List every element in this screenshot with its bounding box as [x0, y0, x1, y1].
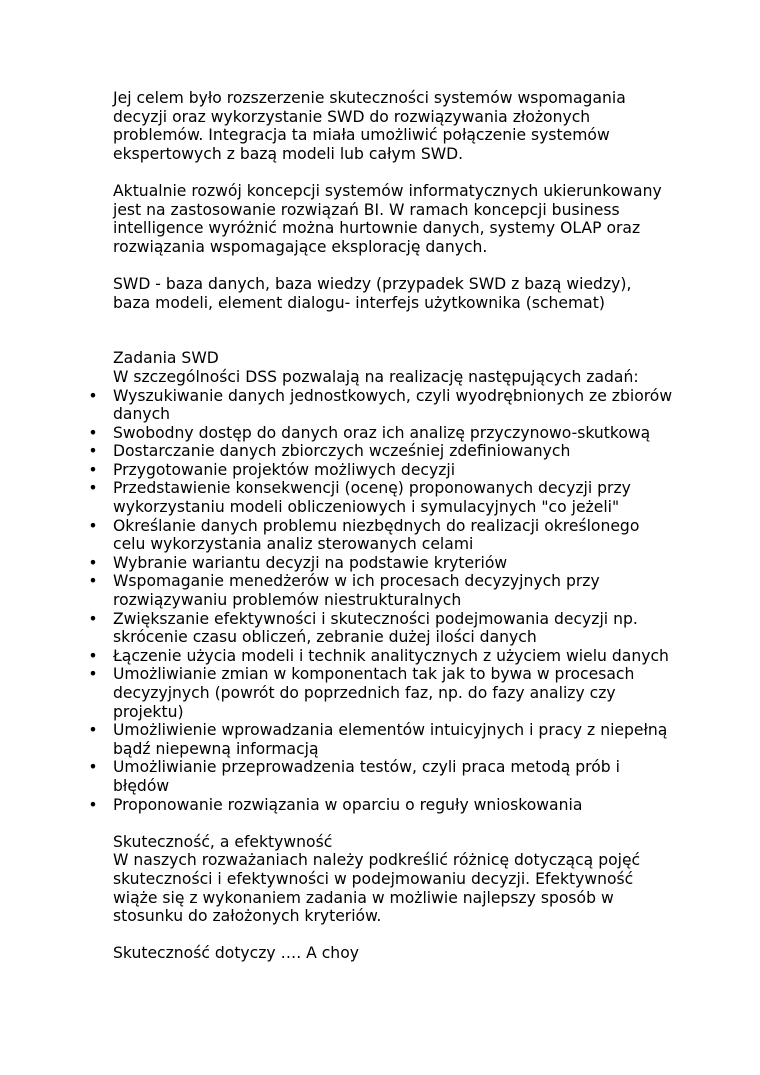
list-item-text: Dostarczanie danych zbiorczych wcześniej zdefiniowanych: [113, 442, 571, 461]
list-item: [88, 479, 673, 517]
list-item: [88, 553, 673, 573]
list-item: [88, 665, 673, 721]
intro-paragraph-2: Aktualnie rozwój koncepcji systemów informatycznych ukierunkowany jest na zastosowanie rozwiązań BI. W ramach koncepcji business intelligence wyróżnić można hurtownie danych, systemy OLAP oraz rozwiązania wspomagające eksplorację danych.: [113, 181, 662, 256]
list-item-text: Proponowanie rozwiązania w oparciu o reguły wnioskowania: [113, 795, 583, 814]
bullet-icon: •: [88, 423, 98, 442]
bullet-icon: •: [88, 795, 98, 814]
effectiveness-heading: Skuteczność, a efektywność: [113, 832, 333, 851]
intro-paragraph-1: Jej celem było rozszerzenie skuteczności systemów wspomagania decyzji oraz wykorzystanie SWD do rozwiązywania złożonych problemów. Integracja ta miała umożliwić połączenie systemów ekspertowych z bazą modeli lub całym SWD.: [113, 89, 626, 163]
list-item-text: Swobodny dostęp do danych oraz ich analizę przyczynowo-skutkową: [113, 423, 651, 442]
list-item-text: Wybranie wariantu decyzji na podstawie kryteriów: [113, 553, 508, 572]
bullet-icon: •: [88, 442, 98, 461]
paragraph-spacer: [113, 814, 673, 833]
bullet-icon: •: [88, 758, 98, 777]
paragraph-spacer: [113, 256, 673, 275]
bullet-icon: •: [88, 609, 98, 628]
list-item: [88, 423, 673, 443]
effectiveness-paragraph: W naszych rozważaniach należy podkreślić różnicę dotyczącą pojęć skuteczności i efektywności w podejmowaniu decyzji. Efektywność wiąże się z wykonaniem zadania w możliwie najlepszy sposób w stosunku do założonych kryteriów.: [113, 851, 641, 926]
bullet-icon: •: [88, 572, 98, 591]
list-item: [88, 609, 673, 647]
list-item-text: Umożliwianie przeprowadzenia testów, czyli praca metodą prób i błędów: [113, 758, 620, 795]
bullet-icon: •: [88, 386, 98, 405]
bullet-icon: •: [88, 646, 98, 665]
closing-paragraph: Skuteczność dotyczy …. A choy: [113, 944, 359, 963]
bullet-icon: •: [88, 721, 98, 740]
list-item-text: Wyszukiwanie danych jednostkowych, czyli wyodrębnionych ze zbiorów danych: [113, 386, 673, 424]
paragraph-spacer: [113, 926, 673, 945]
list-item: [88, 795, 673, 815]
list-item-text: Łączenie użycia modeli i technik analitycznych z użyciem wielu danych: [113, 646, 669, 665]
tasks-heading: Zadania SWD: [113, 349, 219, 368]
list-item: [88, 442, 673, 461]
paragraph-spacer: [113, 312, 673, 349]
document-body: [88, 89, 673, 963]
bullet-icon: •: [88, 516, 98, 535]
tasks-intro: W szczególności DSS pozwalają na realizację następujących zadań:: [113, 367, 639, 386]
list-item-text: Przygotowanie projektów możliwych decyzji: [113, 460, 456, 479]
bullet-icon: •: [88, 665, 98, 684]
list-item: [88, 721, 673, 758]
list-item: [88, 460, 673, 480]
list-item: [88, 758, 673, 795]
paragraph-spacer: [113, 163, 673, 182]
list-item-text: Przedstawienie konsekwencji (ocenę) proponowanych decyzji przy wykorzystaniu modeli obliczeniowych i symulacyjnych "co jeżeli": [113, 479, 631, 517]
list-item: [88, 386, 673, 424]
list-item: [88, 516, 673, 554]
tasks-list: [88, 386, 673, 815]
list-item: [88, 646, 673, 666]
list-item-text: Umożliwianie zmian w komponentach tak jak to bywa w procesach decyzyjnych (powrót do poprzednich faz, np. do fazy analizy czy projektu): [113, 665, 635, 721]
list-item-text: Zwiększanie efektywności i skuteczności podejmowania decyzji np. skrócenie czasu obliczeń, zebranie dużej ilości danych: [113, 609, 638, 647]
bullet-icon: •: [88, 460, 98, 479]
list-item-text: Wspomaganie menedżerów w ich procesach decyzyjnych przy rozwiązywaniu problemów niestrukturalnych: [113, 572, 600, 610]
intro-paragraph-3: SWD - baza danych, baza wiedzy (przypadek SWD z bazą wiedzy), baza modeli, element dialogu- interfejs użytkownika (schemat): [113, 274, 632, 312]
list-item: [88, 572, 673, 610]
list-item-text: Określanie danych problemu niezbędnych do realizacji określonego celu wykorzystania analiz sterowanych celami: [113, 516, 640, 554]
bullet-icon: •: [88, 553, 98, 572]
bullet-icon: •: [88, 479, 98, 498]
list-item-text: Umożliwienie wprowadzania elementów intuicyjnych i pracy z niepełną bądź niepewną informacją: [113, 721, 668, 758]
